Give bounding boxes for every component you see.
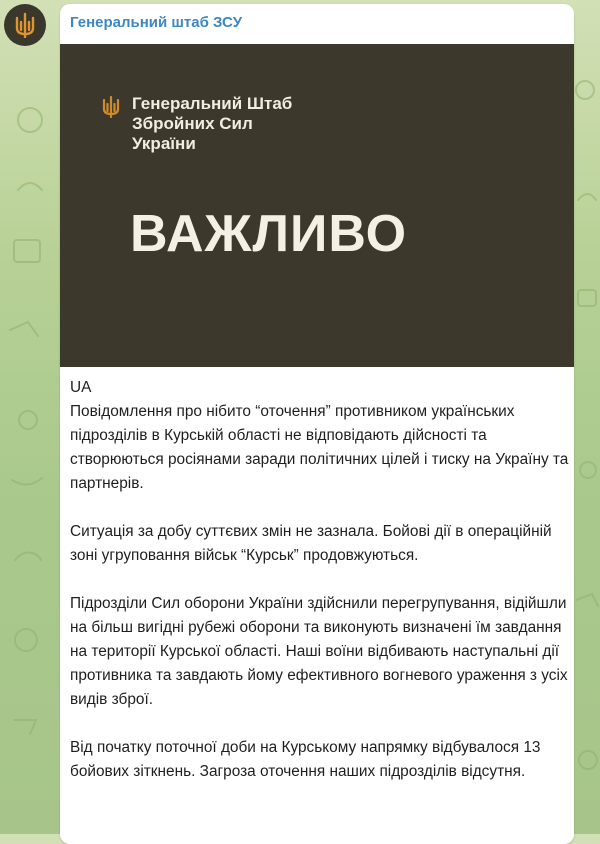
message-bubble [60, 4, 574, 844]
trident-icon [102, 96, 120, 118]
language-tag: UA [70, 379, 92, 396]
banner-org-line-2: Збройних Сил [132, 114, 253, 133]
banner-org-line-3: України [132, 134, 196, 153]
important-banner-image[interactable] [60, 44, 574, 367]
trident-icon [14, 12, 36, 38]
message-paragraph: Ситуація за добу суттєвих змін не зазнала. Бойові дії в операційній зоні угруповання військ “Курськ” продовжуються. [70, 523, 552, 564]
message-paragraph: Підрозділи Сил оборони України здійснили перегрупування, відійшли на більш вигідні рубежі оборони та виконують визначені їм завдання на території Курської області. Наші воїни відбивають наступальні дії противника та завдають йому ефективного вогневого ураження з усіх видів зброї. [70, 595, 568, 708]
message-paragraph: Повідомлення про нібито “оточення” противником українських підрозділів в Курській області не відповідають дійсності та створюються росіянами заради політичних цілей і тиску на Україну та партнерів. [70, 403, 569, 492]
banner-org-name [132, 94, 352, 154]
channel-avatar[interactable] [4, 4, 46, 46]
banner-org-line-1: Генеральний Штаб [132, 94, 293, 113]
message-text [70, 376, 570, 808]
message-paragraph: Від початку поточної доби на Курському напрямку відбувалося 13 бойових зіткнень. Загроза оточення наших підрозділів відсутня. [70, 739, 541, 780]
banner-headline: ВАЖЛИВО [130, 205, 408, 263]
channel-name-link[interactable]: Генеральний штаб ЗСУ [70, 14, 243, 31]
